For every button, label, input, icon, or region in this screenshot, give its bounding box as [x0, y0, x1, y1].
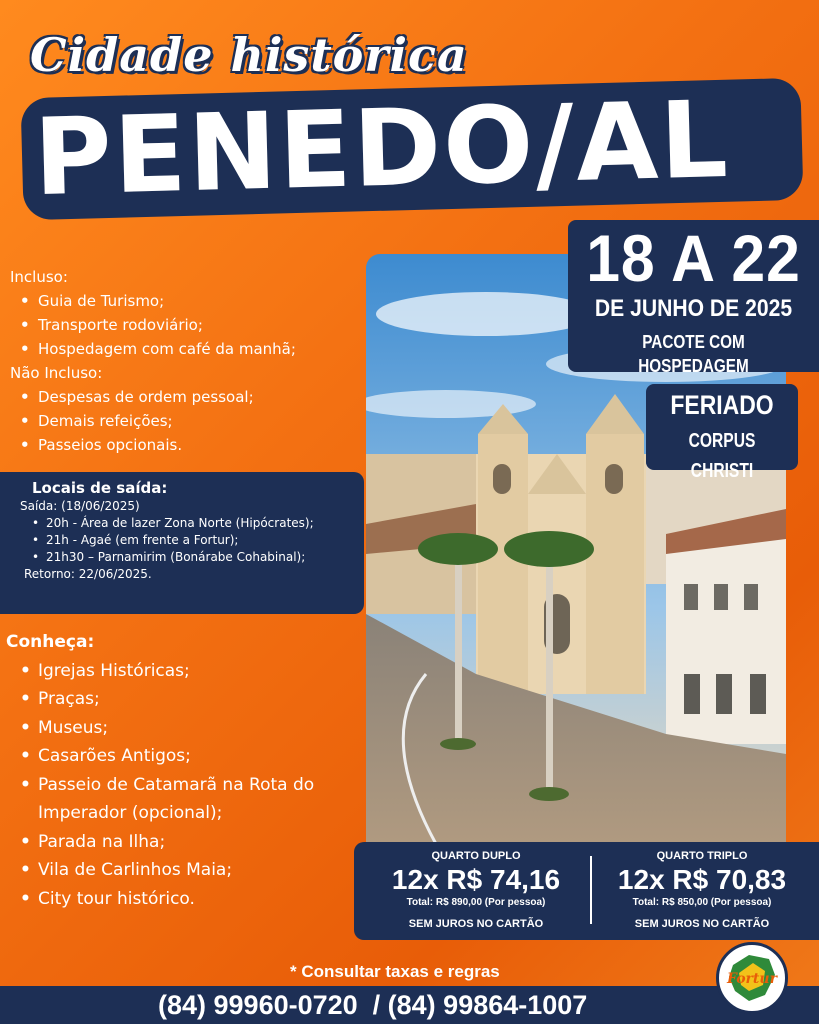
no-interest-double: SEM JUROS NO CARTÃO: [408, 918, 544, 930]
included-section: [10, 265, 370, 457]
logo-wordmark: Fortur: [727, 971, 777, 987]
fortur-logo: [716, 942, 788, 1014]
included-item: • Guia de Turismo;: [10, 289, 370, 313]
not-included-item: • Despesas de ordem pessoal;: [10, 385, 370, 409]
price-double: [366, 848, 586, 932]
attraction-item: • Museus;: [6, 714, 356, 743]
attraction-item: • Igrejas Históricas;: [6, 657, 356, 686]
return-date: Retorno: 22/06/2025.: [24, 567, 152, 581]
package-label: PACOTE COM HOSPEDAGEM: [638, 332, 749, 372]
room-type-triple: QUARTO TRIPLO: [656, 850, 748, 862]
included-item: • Transporte rodoviário;: [10, 313, 370, 337]
installment-triple: 12x R$ 70,83: [617, 864, 787, 895]
not-included-item: • Demais refeições;: [10, 409, 370, 433]
holiday-banner: [646, 384, 798, 482]
fees-note: * Consultar taxas e regras: [290, 962, 500, 981]
not-included-heading: Não Incluso:: [10, 364, 103, 382]
included-item: • Hospedagem com café da manhã;: [10, 337, 370, 361]
attractions-section: [6, 628, 356, 913]
holiday-name: CORPUS CHRISTI: [688, 430, 756, 482]
attraction-item: • Casarões Antigos;: [6, 742, 356, 771]
subtitle-historic-city: Cidade histórica: [30, 28, 468, 82]
attraction-item: • Vila de Carlinhos Maia;: [6, 856, 356, 885]
attraction-item: • City tour histórico.: [6, 885, 356, 914]
room-type-double: QUARTO DUPLO: [431, 850, 521, 862]
phone-numbers[interactable]: (84) 99960-0720 / (84) 99864-1007: [158, 990, 588, 1020]
departure-item: • 21h30 – Parnamirim (Bonárabe Cohabinal);: [20, 549, 364, 566]
date-range: 18 A 22: [586, 221, 801, 295]
attraction-item: • Parada na Ilha;: [6, 828, 356, 857]
total-triple: Total: R$ 850,00 (Por pessoa): [632, 897, 772, 908]
attraction-item: • Passeio de Catamarã na Rota do Imperador (opcional);: [6, 771, 356, 828]
total-double: Total: R$ 890,00 (Por pessoa): [406, 897, 546, 908]
departure-section: [0, 472, 364, 614]
date-banner: [568, 220, 819, 372]
installment-double: 12x R$ 74,16: [391, 864, 561, 895]
attraction-item: • Praças;: [6, 685, 356, 714]
holiday-label: FERIADO: [670, 390, 774, 420]
no-interest-triple: SEM JUROS NO CARTÃO: [634, 918, 770, 930]
included-heading: Incluso:: [10, 268, 68, 286]
price-triple: [592, 848, 812, 932]
departure-title: Locais de saída:: [32, 479, 168, 497]
price-panel: [354, 842, 819, 940]
date-month: DE JUNHO DE 2025: [594, 295, 793, 322]
departure-date: Saída: (18/06/2025): [20, 499, 140, 513]
departure-item: • 20h - Área de lazer Zona Norte (Hipócrates);: [20, 515, 364, 532]
not-included-item: • Passeios opcionais.: [10, 433, 370, 457]
departure-item: • 21h - Agaé (em frente a Fortur);: [20, 532, 364, 549]
attractions-heading: Conheça:: [6, 632, 95, 652]
main-title: PENEDO/AL: [32, 77, 732, 220]
